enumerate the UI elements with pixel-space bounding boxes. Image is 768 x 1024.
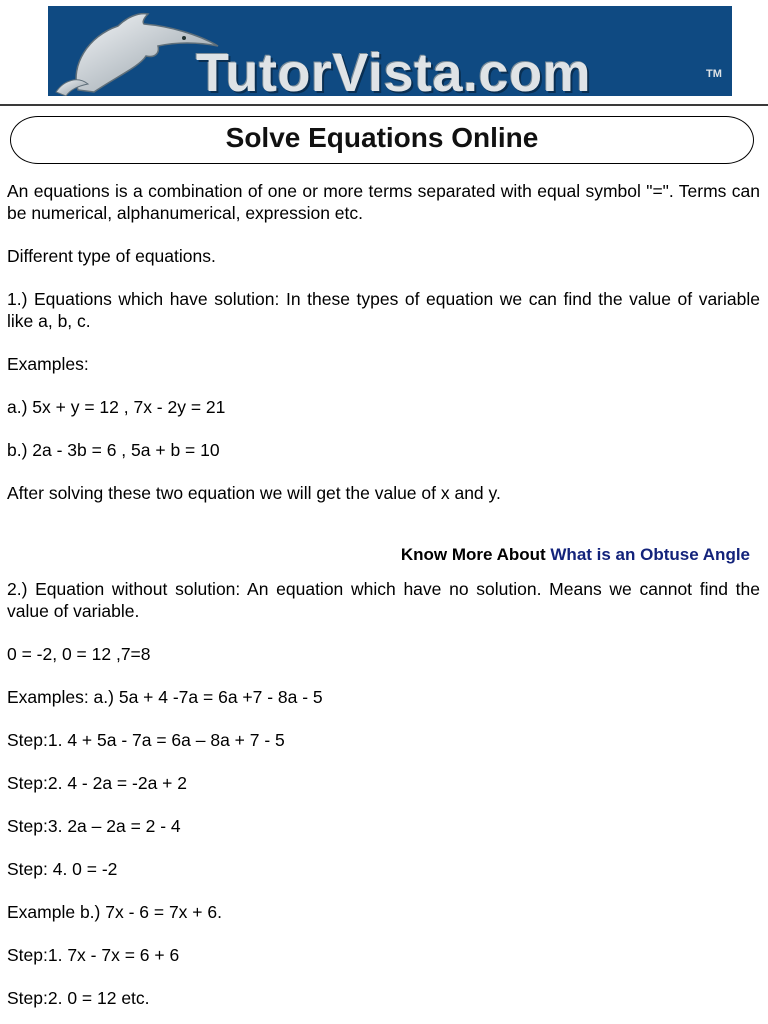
header-divider (0, 104, 768, 106)
type2-paragraph: 2.) Equation without solution: An equation which have no solution. Means we cannot find the value of variable. (7, 579, 760, 621)
example2-b: Example b.) 7x - 6 = 7x + 6. (7, 902, 222, 922)
step-b2: Step:2. 0 = 12 etc. (7, 988, 150, 1008)
obtuse-angle-link[interactable]: What is an Obtuse Angle (550, 545, 750, 564)
type1-paragraph: 1.) Equations which have solution: In these types of equation we can find the value of variable like a, b, c. (7, 289, 760, 331)
tutorvista-banner: TutorVista.com TM (48, 6, 732, 96)
after-solving-text: After solving these two equation we will get the value of x and y. (7, 483, 501, 503)
page-title: Solve Equations Online (225, 122, 539, 153)
types-heading: Different type of equations. (7, 246, 216, 266)
intro-paragraph: An equations is a combination of one or more terms separated with equal symbol "=". Terms can be numerical, alphanumerical, expression etc. (7, 181, 760, 223)
zero-equations: 0 = -2, 0 = 12 ,7=8 (7, 644, 151, 664)
know-more-line (7, 544, 760, 566)
article-body (7, 180, 760, 1009)
know-more-prefix: Know More About (400, 545, 551, 564)
example-b: b.) 2a - 3b = 6 , 5a + b = 10 (7, 440, 220, 460)
step-4: Step: 4. 0 = -2 (7, 859, 118, 879)
examples-label: Examples: (7, 354, 89, 374)
example2-a: Examples: a.) 5a + 4 -7a = 6a +7 - 8a - 5 (7, 687, 323, 707)
example-a: a.) 5x + y = 12 , 7x - 2y = 21 (7, 397, 226, 417)
step-2: Step:2. 4 - 2a = -2a + 2 (7, 773, 187, 793)
logo-text: TutorVista.com (196, 43, 592, 96)
step-b1: Step:1. 7x - 7x = 6 + 6 (7, 945, 180, 965)
step-1: Step:1. 4 + 5a - 7a = 6a – 8a + 7 - 5 (7, 730, 285, 750)
step-3: Step:3. 2a – 2a = 2 - 4 (7, 816, 181, 836)
title-box (10, 116, 754, 164)
